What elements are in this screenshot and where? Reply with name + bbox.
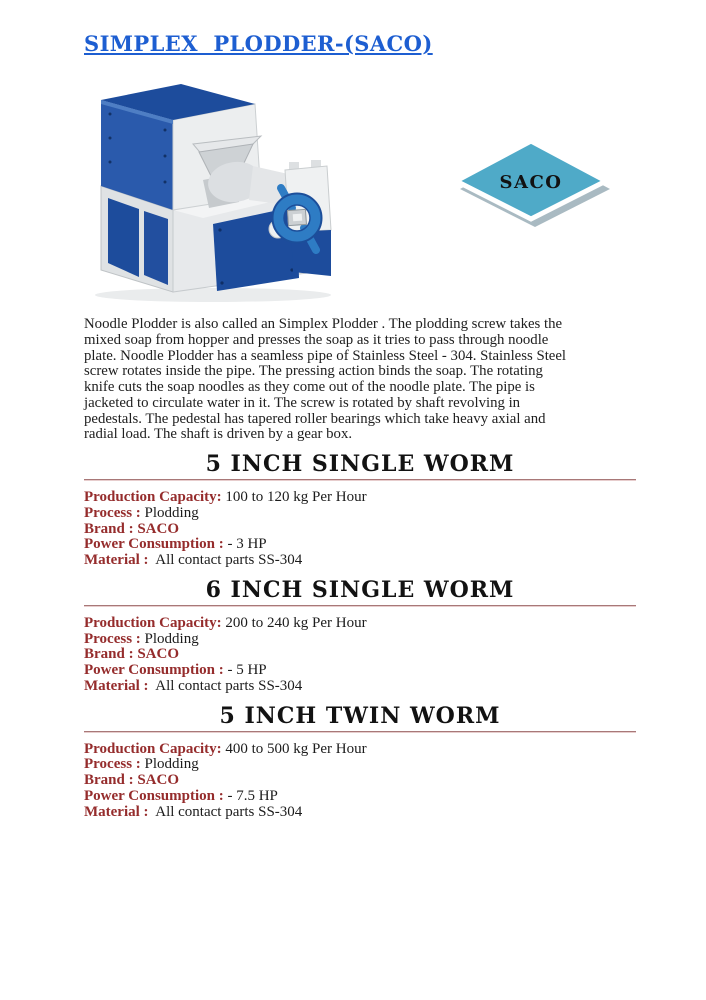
spec-row bbox=[84, 490, 636, 506]
section-heading: 5 INCH TWIN WORM bbox=[219, 702, 501, 729]
spec-label: Production Capacity: bbox=[84, 489, 222, 505]
spec-value: Plodding bbox=[140, 756, 199, 773]
spec-label: Production Capacity: bbox=[84, 614, 222, 631]
spec-row bbox=[84, 616, 636, 632]
product-section-6-inch-single-worm bbox=[84, 578, 636, 695]
spec-row bbox=[84, 663, 636, 679]
spec-row bbox=[84, 632, 636, 648]
bolt bbox=[109, 113, 112, 116]
spec-label: Power Consumption : bbox=[84, 662, 224, 678]
spec-list bbox=[84, 742, 636, 821]
spec-value: - 7.5 HP bbox=[223, 787, 278, 804]
spec-label: Brand : SACO bbox=[84, 772, 180, 788]
description-line: screw rotates inside the pipe. The pressing action binds the soap. The rotating bbox=[84, 363, 543, 380]
brand-logo bbox=[446, 135, 616, 227]
description-line: knife cuts the soap noodles as they come out of the noodle plate. The pipe is bbox=[84, 379, 535, 395]
bolt bbox=[164, 155, 167, 158]
spec-row bbox=[84, 805, 636, 821]
spec-label: Brand : SACO bbox=[84, 646, 180, 663]
spec-row bbox=[84, 553, 636, 569]
spec-label: Brand : SACO bbox=[84, 520, 180, 537]
bolt bbox=[109, 161, 112, 164]
description-line: plate. Noodle Plodder has a seamless pipe of Stainless Steel - 304. Stainless Steel bbox=[84, 347, 567, 364]
bolt bbox=[164, 129, 167, 132]
spec-label: Power Consumption : bbox=[84, 536, 224, 553]
spec-label: Production Capacity: bbox=[84, 740, 222, 757]
spec-list bbox=[84, 490, 636, 569]
spec-list bbox=[84, 616, 636, 695]
spec-row bbox=[84, 537, 636, 553]
spec-label: Process : bbox=[84, 630, 141, 647]
description-line: jacketed to circulate water in it. The screw is rotated by shaft revolving in bbox=[84, 394, 521, 411]
spec-value: All contact parts SS-304 bbox=[148, 552, 303, 568]
spec-row bbox=[84, 773, 636, 789]
spec-value: 400 to 500 kg Per Hour bbox=[221, 740, 367, 757]
handwheel-nut-face bbox=[293, 214, 302, 222]
spec-label: Material : bbox=[84, 677, 149, 694]
section-heading: 5 INCH SINGLE WORM bbox=[205, 451, 515, 477]
heading-rule bbox=[84, 479, 636, 481]
machine-shadow bbox=[95, 288, 331, 302]
description-line: pedestals. The pedestal has tapered roller bearings which take heavy axial and bbox=[84, 410, 546, 427]
spec-label: Material : bbox=[84, 552, 149, 568]
spec-value: All contact parts SS-304 bbox=[148, 803, 303, 820]
spec-row bbox=[84, 789, 636, 805]
product-description bbox=[84, 317, 636, 443]
bolt bbox=[218, 228, 221, 231]
description-line: radial load. The shaft is driven by a gear box. bbox=[84, 426, 353, 443]
spec-value: Plodding bbox=[140, 504, 199, 521]
spec-label: Material : bbox=[84, 803, 149, 820]
spec-label: Process : bbox=[84, 756, 141, 773]
spec-value: 200 to 240 kg Per Hour bbox=[221, 614, 367, 631]
spec-row bbox=[84, 742, 636, 758]
machine-photo bbox=[85, 78, 357, 305]
spec-value: All contact parts SS-304 bbox=[148, 677, 303, 694]
spec-row bbox=[84, 647, 636, 663]
description-line: mixed soap from hopper and presses the soap as it tries to pass through noodle bbox=[84, 331, 549, 348]
heading-rule bbox=[84, 731, 636, 733]
spec-value: Plodding bbox=[140, 630, 199, 647]
bolt bbox=[220, 281, 223, 284]
product-section-5-inch-single-worm bbox=[84, 452, 636, 569]
media-row bbox=[84, 78, 636, 305]
spec-value: 100 to 120 kg Per Hour bbox=[221, 489, 367, 505]
description-line: Noodle Plodder is also called an Simplex Plodder . The plodding screw takes the bbox=[84, 316, 563, 332]
spec-row bbox=[84, 757, 636, 773]
bolt bbox=[164, 181, 167, 184]
product-section-5-inch-twin-worm bbox=[84, 704, 636, 821]
cabinet-door-panel bbox=[144, 211, 168, 285]
diamond-badge-icon bbox=[446, 135, 616, 227]
spec-label: Power Consumption : bbox=[84, 787, 224, 804]
spec-value: - 3 HP bbox=[223, 536, 267, 553]
page-title[interactable]: SIMPLEX PLODDER-(SACO) bbox=[84, 31, 433, 56]
spec-value: - 5 HP bbox=[223, 662, 267, 678]
section-heading: 6 INCH SINGLE WORM bbox=[205, 576, 515, 603]
spec-row bbox=[84, 679, 636, 695]
logo-text: SACO bbox=[499, 172, 563, 193]
bolt bbox=[109, 137, 112, 140]
heading-rule bbox=[84, 605, 636, 607]
spec-row bbox=[84, 522, 636, 538]
machine-illustration bbox=[85, 78, 357, 305]
spec-row bbox=[84, 506, 636, 522]
spec-label: Process : bbox=[84, 504, 141, 521]
